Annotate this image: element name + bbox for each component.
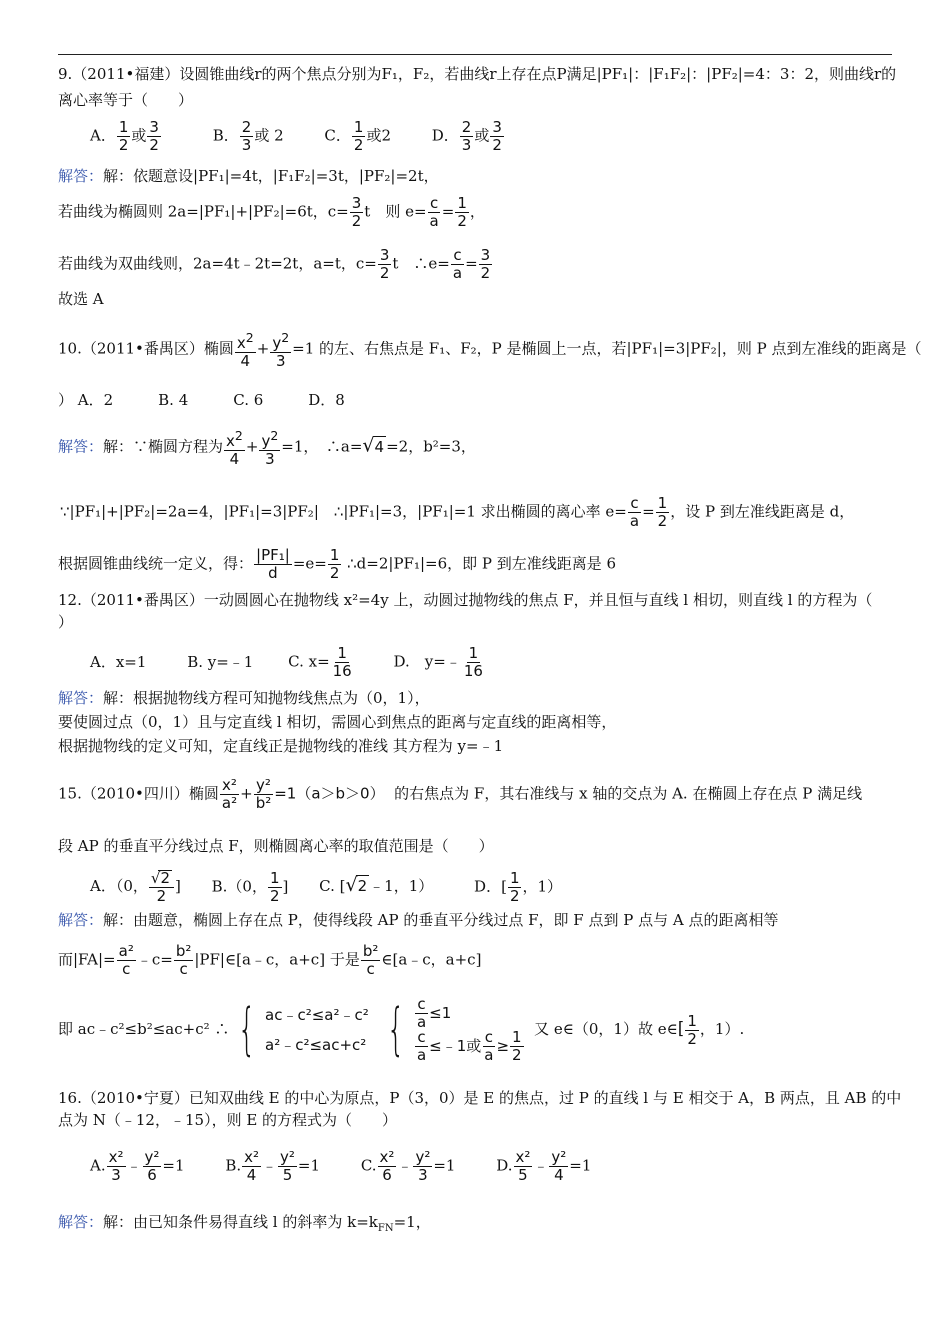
q12-option-c: C. x= $\frac{1}{16}$ xyxy=(288,644,352,680)
q16-answer-line1: 解答：解：由已知条件易得直线 l 的斜率为 $k=k_{FN}=1$， xyxy=(58,1213,431,1234)
q12-option-b: B. y=﹣1 xyxy=(187,652,254,671)
q10-stem-line1: 10.（2011•番禺区）椭圆 $\frac{x^2}{4}$ + $\frac{y^2}{3}$ =1 的左、右焦点是 F₁、F₂，P 是椭圆上一点，若|PF₁|=3|PF₂|，则 P 点到左准线的距离是（ xyxy=(58,330,922,370)
q9-stem-line1: 9.（2011•福建）设圆锥曲线r的两个焦点分别为F₁，F₂，若曲线r上存在点P满足|PF₁|：|F₁F₂|：|PF₂|=4：3：2，则曲线r的 xyxy=(58,65,897,83)
q15-option-b: B.（0， $\frac{1}{2}$ ] xyxy=(211,868,289,905)
header-rule xyxy=(58,54,892,55)
q15-option-c: C. [√2 ﹣1，1） xyxy=(319,874,434,896)
q16-option-b: B. $\frac{\text{x²}}{4}$ ﹣ $\frac{\text{y²}}{5}$ =1 xyxy=(225,1148,321,1184)
q12-stem-line1: 12.（2011•番禺区）一动圆圆心在抛物线 x²=4y 上，动圆过抛物线的焦点 F，并且恒与直线 l 相切，则直线 l 的方程为（ xyxy=(58,591,873,609)
q12-stem-line2: ） xyxy=(58,613,74,631)
q9-stem-line2: 离心率等于（ ） xyxy=(58,91,194,109)
q15-stem-line1: 15.（2010•四川）椭圆 $\frac{\text{x²}}{\text{a²}}$ + $\frac{\text{y²}}{\text{b²}}$ =1（a＞b＞0） 的右焦点为 F，其右准线与 x 轴的交点为 A. 在椭圆上存在点 P 满足线 xyxy=(58,776,863,812)
q9-option-c: C． $\frac{1}{2}$ 或2 xyxy=(324,118,391,154)
q15-option-d: D．[ $\frac{1}{2}$ ，1） xyxy=(474,868,563,905)
q10-answer-line3: 根据圆锥曲线统一定义，得： $\frac{\text{|PF₁|}}{d}$ =e= $\frac{1}{2}$ ∴d=2|PF₁|=6，即 P 到左准线距离是 6 xyxy=(58,546,617,582)
q16-stem-line1: 16.（2010•宁夏）已知双曲线 E 的中心为原点，P（3，0）是 E 的焦点，过 P 的直线 l 与 E 相交于 A，B 两点，且 AB 的中 xyxy=(58,1089,902,1107)
q9-option-b: B． $\frac{2}{3}$ 或 2 xyxy=(212,118,284,154)
q12-option-d: D. y=﹣ $\frac{1}{16}$ xyxy=(393,644,483,680)
q15-answer-line2: 而|FA|= $\frac{\text{a²}}{c}$ ﹣c= $\frac{\text{b²}}{c}$ |PF|∈[a﹣c，a+c] 于是 $\frac{\text{b²}}{c}$ ∈[a﹣c，a+c] xyxy=(58,942,482,978)
q9-option-d: D． $\frac{2}{3}$ 或 $\frac{3}{2}$ xyxy=(431,118,502,154)
q15-stem-line2: 段 AP 的垂直平分线过点 F，则椭圆离心率的取值范围是（ ） xyxy=(58,837,494,855)
q16-option-c: C. $\frac{\text{x²}}{6}$ ﹣ $\frac{\text{y²}}{3}$ =1 xyxy=(360,1148,456,1184)
q9-answer-line4: 故选 A xyxy=(58,290,104,308)
q15-option-a: A．（0， $\frac{√2}{2}$ ] xyxy=(90,869,181,905)
q10-answer-line2: ∵|PF₁|+|PF₂|=2a=4，|PF₁|=3|PF₂| ∴|PF₁|=3，|PF₁|=1 求出椭圆的离心率 e= $\frac{c}{a}$ = $\frac{1}{2}$ ，设 P 到左准线距离是 d， xyxy=(60,494,855,530)
q16-stem-line2: 点为 N（﹣12，﹣15），则 E 的方程式为（ ） xyxy=(58,1111,398,1129)
q10-answer-line1: 解答：解：∵椭圆方程为 $\frac{x^2}{4}$ + $\frac{y^2}{3}$ =1， ∴a=√4 =2，b²=3， xyxy=(58,428,476,468)
q9-options xyxy=(90,120,531,153)
q9-option-a: A． $\frac{1}{2}$ 或 $\frac{3}{2}$ xyxy=(90,118,159,154)
q15-answer-line3: 即 ac﹣c²≤b²≤ac+c² ∴ { ac﹣c²≤a²﹣c² a²﹣c²≤ac+c² { $\frac{c}{a}$ ≤1 $\frac{c}{a}$ ≤﹣1或 $\frac{c}{a}$ ≥ $\frac{1}{2}$ 又 e∈（0，1）故 e∈[ $\frac{1}{2}$ ，1）. xyxy=(58,995,745,1064)
q12-answer-line3: 根据抛物线的定义可知，定直线正是抛物线的准线 其方程为 y=﹣1 xyxy=(58,737,504,755)
q9-answer-line2: 若曲线为椭圆则 2a=|PF₁|+|PF₂|=6t，c= $\frac{3}{2}$ t 则 e= $\frac{c}{a}$ = $\frac{1}{2}$ ， xyxy=(58,194,485,230)
q12-answer-line1: 解答：解：根据抛物线方程可知抛物线焦点为（0，1）， xyxy=(58,689,430,707)
q16-option-a: A. $\frac{\text{x²}}{3}$ ﹣ $\frac{\text{y²}}{6}$ =1 xyxy=(90,1148,185,1184)
q15-answer-line1: 解答：解：由题意，椭圆上存在点 P，使得线段 AP 的垂直平分线过点 F，即 F 点到 P 点与 A 点的距离相等 xyxy=(58,911,779,929)
q15-options xyxy=(90,870,588,904)
q16-option-d: D. $\frac{\text{x²}}{5}$ ﹣ $\frac{\text{y²}}{4}$ =1 xyxy=(496,1148,592,1184)
q10-stem-line2: ） A．2 B. 4 C. 6 D．8 xyxy=(58,391,345,409)
q12-answer-line2: 要使圆过点（0，1）且与定直线 l 相切，需圆心到焦点的距离与定直线的距离相等， xyxy=(58,713,617,731)
q9-answer-line1: 解答：解：依题意设|PF₁|=4t，|F₁F₂|=3t，|PF₂|=2t， xyxy=(58,167,439,185)
q9-answer-line3: 若曲线为双曲线则，2a=4t﹣2t=2t，a=t，c= $\frac{3}{2}$ t ∴e= $\frac{c}{a}$ = $\frac{3}{2}$ xyxy=(58,246,491,282)
q12-options xyxy=(90,646,512,679)
q16-options xyxy=(90,1150,617,1183)
inequality-system-1: { ac﹣c²≤a²﹣c² a²﹣c²≤ac+c² xyxy=(238,997,369,1062)
inequality-system-2: { $\frac{c}{a}$ ≤1 $\frac{c}{a}$ ≤﹣1或 $\frac{c}{a}$ ≥ $\frac{1}{2}$ xyxy=(387,995,522,1064)
q12-option-a: A．x=1 xyxy=(90,652,147,671)
